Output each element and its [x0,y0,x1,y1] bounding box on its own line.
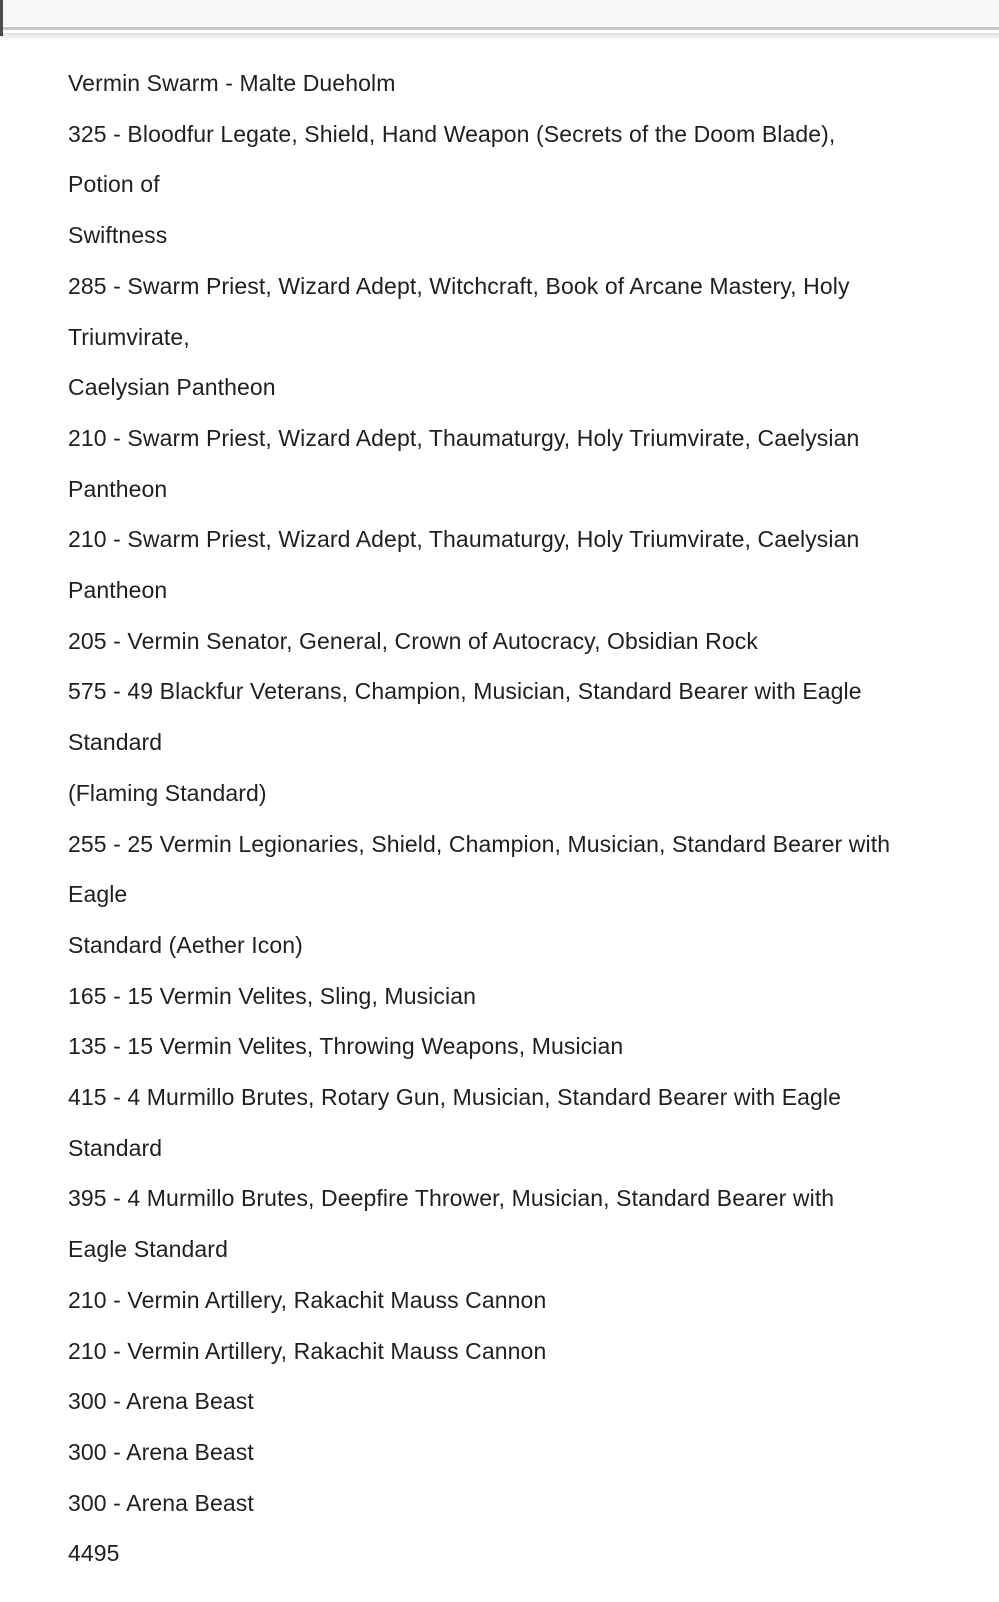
list-line: Pantheon [68,577,168,604]
list-line: 210 - Vermin Artillery, Rakachit Mauss Cannon [68,1286,547,1313]
list-line: 165 - 15 Vermin Velites, Sling, Musician [68,982,476,1009]
list-line: Eagle [68,881,128,908]
list-line: 210 - Vermin Artillery, Rakachit Mauss Cannon [68,1337,547,1364]
list-line: 300 - Arena Beast [68,1438,254,1465]
browser-toolbar-edge [0,0,999,30]
list-line: 575 - 49 Blackfur Veterans, Champion, Musician, Standard Bearer with Eagle [68,678,862,705]
list-line: 325 - Bloodfur Legate, Shield, Hand Weapon (Secrets of the Doom Blade), [68,120,836,147]
list-line: 285 - Swarm Priest, Wizard Adept, Witchcraft, Book of Arcane Mastery, Holy [68,272,850,299]
list-line: Triumvirate, [68,323,190,350]
list-line: Swiftness [68,222,168,249]
list-line: (Flaming Standard) [68,779,267,806]
list-line: 135 - 15 Vermin Velites, Throwing Weapons, Musician [68,1033,624,1060]
list-line: Standard (Aether Icon) [68,931,303,958]
list-line: 300 - Arena Beast [68,1489,254,1516]
list-line: 415 - 4 Murmillo Brutes, Rotary Gun, Musician, Standard Bearer with Eagle [68,1084,842,1111]
list-line: Eagle Standard [68,1236,228,1263]
list-line: 300 - Arena Beast [68,1388,254,1415]
list-line: 4495 [68,1540,120,1567]
list-line: Standard [68,729,163,756]
list-line: 210 - Swarm Priest, Wizard Adept, Thaumaturgy, Holy Triumvirate, Caelysian [68,526,860,553]
list-line: Caelysian Pantheon [68,374,276,401]
list-line: 205 - Vermin Senator, General, Crown of Autocracy, Obsidian Rock [68,627,758,654]
list-line: Vermin Swarm - Malte Dueholm [68,70,396,96]
army-list-document [0,30,999,1579]
list-line: Pantheon [68,475,168,502]
list-line: 210 - Swarm Priest, Wizard Adept, Thaumaturgy, Holy Triumvirate, Caelysian [68,424,860,451]
list-line: Potion of [68,171,160,198]
list-line: 395 - 4 Murmillo Brutes, Deepfire Thrower, Musician, Standard Bearer with [68,1185,835,1212]
list-line: Standard [68,1134,163,1161]
toolbar-corner-mark [0,0,3,36]
list-line: 255 - 25 Vermin Legionaries, Shield, Champion, Musician, Standard Bearer with [68,830,891,857]
